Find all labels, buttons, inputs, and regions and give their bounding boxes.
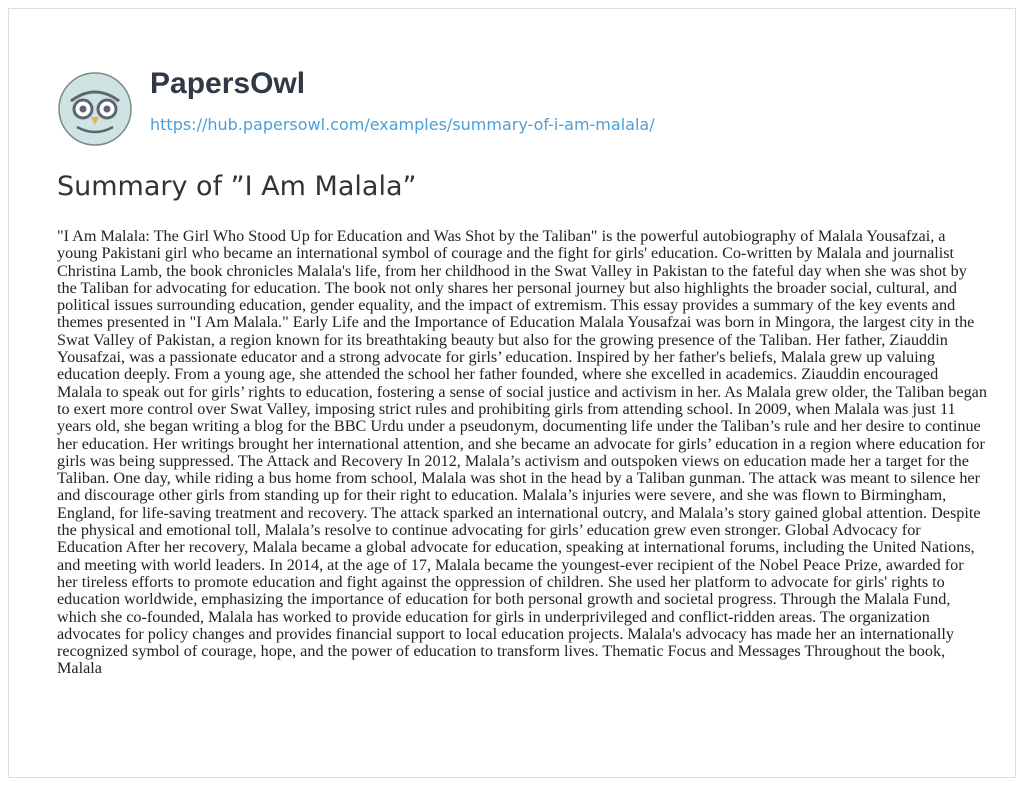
brand-name: PapersOwl (150, 67, 306, 100)
page-title: Summary of ”I Am Malala” (57, 171, 417, 202)
owl-logo-icon (57, 71, 133, 147)
source-url-link[interactable]: https://hub.papersowl.com/examples/summary-of-i-am-malala/ (150, 115, 655, 134)
document-page (8, 8, 1016, 778)
article-body: "I Am Malala: The Girl Who Stood Up for Education and Was Shot by the Taliban" is the powerful autobiography of Malala Yousafzai, a young Pakistani girl who became an international symbol of courage and the fight for girls' education. Co-written by Malala and journalist Christina Lamb, the book chronicles Malala's life, from her childhood in the Swat Valley in Pakistan to the fateful day when she was shot by the Taliban for advocating for education. The book not only shares her personal journey but also highlights the broader social, cultural, and political issues surrounding education, gender equality, and the impact of extremism. This essay provides a summary of the key events and themes presented in "I Am Malala." Early Life and the Importance of Education Malala Yousafzai was born in Mingora, the largest city in the Swat Valley of Pakistan, a region known for its breathtaking beauty but also for the growing presence of the Taliban. Her father, Ziauddin Yousafzai, was a passionate educator and a strong advocate for girls’ education. Inspired by her father's beliefs, Malala grew up valuing education deeply. From a young age, she attended the school her father founded, where she excelled in academics. Ziauddin encouraged Malala to speak out for girls’ rights to education, fostering a sense of social justice and activism in her. As Malala grew older, the Taliban began to exert more control over Swat Valley, imposing strict rules and prohibiting girls from attending school. In 2009, when Malala was just 11 years old, she began writing a blog for the BBC Urdu under a pseudonym, documenting life under the Taliban’s rule and her desire to continue her education. Her writings brought her international attention, and she became an advocate for girls’ education in a region where education for girls was being suppressed. The Attack and Recovery In 2012, Malala’s activism and outspoken views on education made her a target for the Taliban. One day, while riding a bus home from school, Malala was shot in the head by a Taliban gunman. The attack was meant to silence her and discourage other girls from standing up for their right to education. Malala’s injuries were severe, and she was flown to Birmingham, England, for life-saving treatment and recovery. The attack sparked an international outcry, and Malala’s story gained global attention. Despite the physical and emotional toll, Malala’s resolve to continue advocating for girls’ education grew even stronger. Global Advocacy for Education After her recovery, Malala became a global advocate for education, speaking at international forums, including the United Nations, and meeting with world leaders. In 2014, at the age of 17, Malala became the youngest-ever recipient of the Nobel Peace Prize, awarded for her tireless efforts to promote education and fight against the oppression of children. She used her platform to advocate for girls' rights to education worldwide, emphasizing the importance of education for both personal growth and societal progress. Through the Malala Fund, which she co-founded, Malala has worked to provide education for girls in underprivileged and conflict-ridden areas. The organization advocates for policy changes and provides financial support to local education projects. Malala's advocacy has made her an internationally recognized symbol of courage, hope, and the power of education to transform lives. Thematic Focus and Messages Throughout the book, Malala (57, 227, 987, 678)
